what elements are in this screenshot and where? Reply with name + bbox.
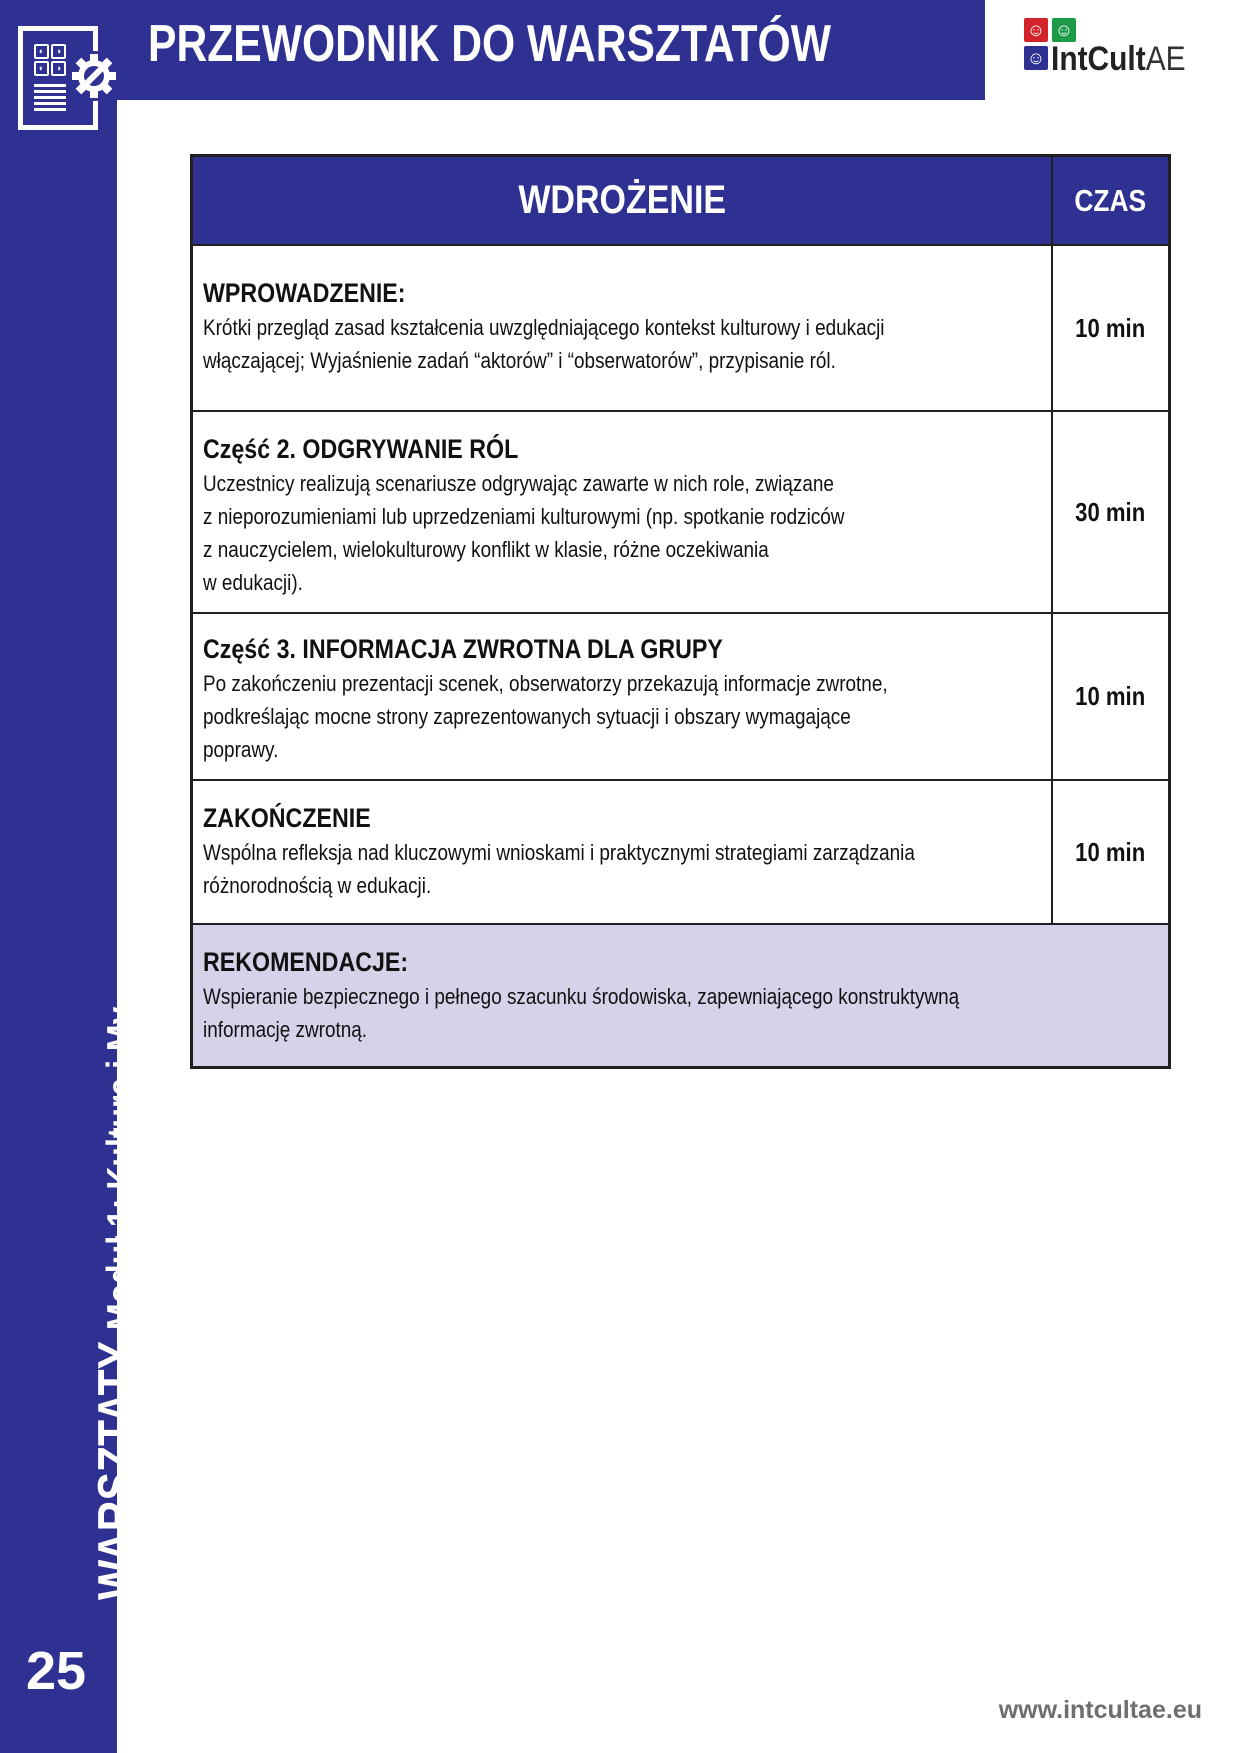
face-icon: ◑ xyxy=(51,61,66,76)
page-title: PRZEWODNIK DO WARSZTATÓW xyxy=(148,15,831,73)
row-title: Część 2. ODGRYWANIE RÓL xyxy=(203,434,519,464)
row-description: Krótki przegląd zasad kształcenia uwzględniającego kontekst kulturowy i edukacji włączającej; Wyjaśnienie zadań “aktorów” i “obserwatorów”, przypisanie ról. xyxy=(203,315,885,373)
logo-wordmark: IntCultAE xyxy=(1051,40,1186,78)
row-time: 30 min xyxy=(1051,412,1168,612)
gear-icon xyxy=(68,50,120,102)
table-row xyxy=(193,781,1168,925)
intcultae-logo xyxy=(1024,18,1214,88)
row-title: ZAKOŃCZENIE xyxy=(203,803,371,833)
face-icon: ◑ xyxy=(51,44,66,59)
workshop-plan-table xyxy=(190,154,1171,1069)
section-label-main: WARSZTATY xyxy=(88,1341,146,1600)
table-row xyxy=(193,614,1168,781)
face-icon: ◐ xyxy=(34,61,49,76)
page-number: 25 xyxy=(26,1641,87,1701)
table-row xyxy=(193,412,1168,614)
row-time: 10 min xyxy=(1051,614,1168,779)
face-icon: ◐ xyxy=(34,44,49,59)
recommendations-body: Wspieranie bezpiecznego i pełnego szacunku środowiska, zapewniającego konstruktywną informację zwrotną. xyxy=(203,984,960,1042)
row-time: 10 min xyxy=(1051,246,1168,410)
header-implementation: WDROŻENIE xyxy=(518,178,726,222)
row-description: Wspólna refleksja nad kluczowymi wnioskami i praktycznymi strategiami zarządzania różnorodnością w edukacji. xyxy=(203,840,915,898)
table-header-row xyxy=(193,157,1168,246)
row-title: WPROWADZENIE: xyxy=(203,278,406,308)
row-description: Po zakończeniu prezentacji scenek, obserwatorzy przekazują informacje zwrotne, podkreślając mocne strony zaprezentowanych sytuacji i obszary wymagające poprawy. xyxy=(203,671,888,762)
recommendations-title: REKOMENDACJE: xyxy=(203,947,409,977)
row-description: Uczestnicy realizują scenariusze odgrywając zawarte w nich role, związane z nieporozumieniami lub uprzedzeniami kulturowymi (np. spotkanie rodziców z nauczycielem, wielokulturowy konflikt w klasie, różne oczekiwania w edukacji). xyxy=(203,471,845,595)
row-time: 10 min xyxy=(1051,781,1168,923)
header-time: CZAS xyxy=(1051,157,1168,244)
section-label-module: Moduł 1: Kultura i My xyxy=(100,1006,143,1330)
header-bar xyxy=(0,0,985,100)
row-title: Część 3. INFORMACJA ZWROTNA DLA GRUPY xyxy=(203,634,723,664)
logo-face-red: ☺ xyxy=(1024,18,1048,42)
logo-face-green: ☺ xyxy=(1052,18,1076,42)
table-row xyxy=(193,246,1168,412)
footer-website-link[interactable]: www.intcultae.eu xyxy=(998,1696,1202,1724)
section-label xyxy=(87,935,147,1600)
logo-face-blue: ☺ xyxy=(1024,46,1048,70)
recommendations-row xyxy=(193,925,1168,1066)
